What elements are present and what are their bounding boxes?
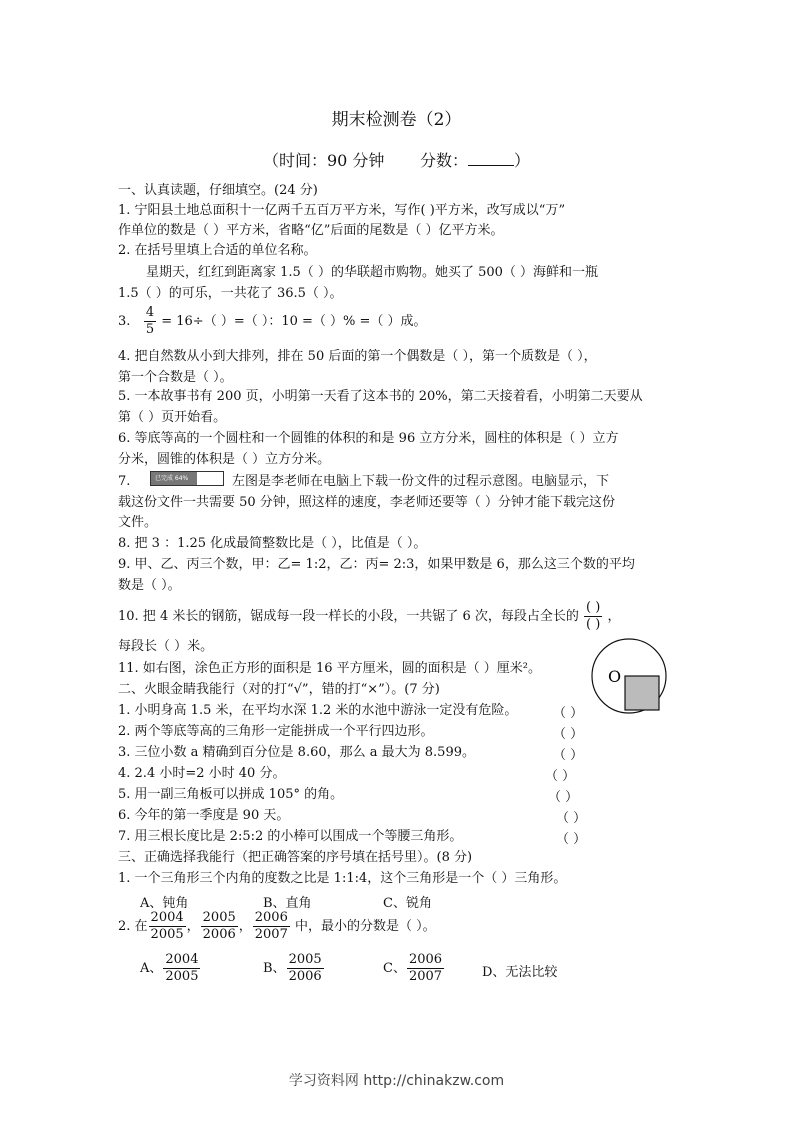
s3-q1-option-b[interactable]: B、直角 xyxy=(263,896,312,911)
q4-line-a: 4. 把自然数从小到大排列，排在 50 后面的第一个偶数是（ ），第一个质数是（ ）， xyxy=(118,349,597,364)
center-label: O xyxy=(608,667,622,686)
s3-q1-option-c[interactable]: C、锐角 xyxy=(383,896,432,911)
s2-item-2: 2. 两个等底等高的三角形一定能拼成一个平行四边形。 xyxy=(118,724,434,739)
s3-q2-option-b[interactable] xyxy=(263,952,325,985)
s3-q2-option-c[interactable] xyxy=(383,952,445,985)
q10-line-b: 每段长（ ）米。 xyxy=(118,639,214,654)
page-title: 期末检测卷（2） xyxy=(331,110,462,130)
q2-line-c: 1.5（ ）的可乐，一共花了 36.5（ ）。 xyxy=(118,286,343,301)
s3-q2-suffix: 中，最小的分数是（ ）。 xyxy=(295,919,436,934)
option-label: C、 xyxy=(383,961,406,976)
s3-q2-line: 2. 在 $\frac{2004}{2005}$ ， $\frac{2005}{2006}$ ， $\frac{2006}{2007}$ 中，最小的分数是（ ）。 xyxy=(118,910,436,942)
frac-den: 2006 xyxy=(288,969,322,984)
s3-q2-frac-2 xyxy=(201,910,238,943)
s2-item-4: 4. 2.4 小时=2 小时 40 分。 xyxy=(118,766,286,781)
s3-q2-prefix: 2. 在 xyxy=(118,919,148,934)
q11-line: 11. 如右图，涂色正方形的面积是 16 平方厘米，圆的面积是（ ）厘米²。 xyxy=(118,661,541,676)
frac-num: 2006 xyxy=(254,910,288,925)
s2-paren-1[interactable]: （ ） xyxy=(553,706,584,721)
s2-item-5: 5. 用一副三角板可以拼成 105° 的角。 xyxy=(118,787,344,802)
q10-comma: ， xyxy=(607,609,621,624)
q1-line-b: 作单位的数是（ ）平方米，省略“亿”后面的尾数是（ ）亿平方米。 xyxy=(118,223,504,238)
option-label: A、 xyxy=(140,961,163,976)
section1-heading: 一、认真读题，仔细填空。(24 分) xyxy=(118,183,318,198)
q9-line-b: 数是（ ）。 xyxy=(118,578,181,593)
q8-line: 8. 把 3 ：1.25 化成最简整数比是（ ），比值是（ ）。 xyxy=(118,536,427,551)
s2-paren-4[interactable]: （ ） xyxy=(545,769,576,784)
q2-line-a: 2. 在括号里填上合适的单位名称。 xyxy=(118,243,317,258)
time-info: （时间：90 分钟 xyxy=(262,151,385,170)
s2-item-1: 1. 小明身高 1.5 米，在平均水深 1.2 米的水池中游泳一定没有危险。 xyxy=(118,703,518,718)
s2-paren-2[interactable]: （ ） xyxy=(553,727,584,742)
option-fraction xyxy=(287,952,324,985)
q7-label: 7. xyxy=(118,474,131,489)
s3-q2-option-d[interactable]: D、无法比较 xyxy=(482,965,558,980)
q3-frac-num: 4 xyxy=(145,305,155,320)
s3-q2-option-a[interactable] xyxy=(140,952,201,985)
q3-line xyxy=(118,305,427,338)
s2-item-6: 6. 今年的第一季度是 90 天。 xyxy=(118,808,290,823)
footer-watermark: 学习资料网 http://chinakzw.com xyxy=(288,1073,505,1089)
frac-num: 2005 xyxy=(202,910,236,925)
q10-frac-den: ( ) xyxy=(586,617,601,632)
frac-den: 2007 xyxy=(254,927,288,942)
q7-line-c: 文件。 xyxy=(118,515,158,530)
q9-line-a: 9. 甲、乙、丙三个数，甲：乙= 1:2，乙：丙= 2:3，如果甲数是 6，那么这三个数的平均 xyxy=(118,557,635,572)
q1-line-a: 1. 宁阳县土地总面积十一亿两千五百万平方米，写作( )平方米，改写成以“万” xyxy=(118,203,566,218)
frac-num: 2006 xyxy=(408,952,443,967)
frac-num: 2004 xyxy=(150,910,184,925)
frac-den: 2005 xyxy=(165,969,199,984)
option-fraction xyxy=(407,952,444,985)
q10-fraction xyxy=(584,600,602,633)
q5-line-a: 5. 一本故事书有 200 页，小明第一天看了这本书的 20%，第二天接着看，小明第二天要从 xyxy=(118,389,643,404)
q2-line-b: 星期天，红红到距离家 1.5（ ）的华联超市购物。她买了 500（ ）海鲜和一瓶 xyxy=(146,265,599,280)
circle-square-figure xyxy=(590,636,670,716)
q7-line-b: 载这份文件一共需要 50 分钟，照这样的速度，李老师还要等（ ）分钟才能下载完这份 xyxy=(118,495,615,510)
exam-subtitle xyxy=(0,148,793,171)
s3-q1-option-a[interactable]: A、钝角 xyxy=(140,896,189,911)
s2-paren-6[interactable]: （ ） xyxy=(556,811,587,826)
s2-paren-7[interactable]: （ ） xyxy=(556,832,587,847)
s3-q1: 1. 一个三角形三个内角的度数之比是 1:1:4，这个三角形是一个（ ）三角形。 xyxy=(118,871,567,886)
q3-rest: = 16÷（ ）=（ ）：10 =（ ）% =（ ）成。 xyxy=(161,314,427,329)
s2-item-3: 3. 三位小数 a 精确到百分位是 8.60，那么 a 最大为 8.599。 xyxy=(118,745,475,760)
s3-q2-frac-1 xyxy=(149,910,186,943)
progress-text: 已完成 64% xyxy=(155,475,189,482)
s2-paren-3[interactable]: （ ） xyxy=(553,748,584,763)
frac-num: 2004 xyxy=(165,952,199,967)
frac-num: 2005 xyxy=(288,952,322,967)
q6-line-a: 6. 等底等高的一个圆柱和一个圆锥的体积的和是 96 立方分米，圆柱的体积是（ ）立方 xyxy=(118,431,619,446)
s3-q2-frac-3 xyxy=(253,910,290,943)
score-label: 分数： xyxy=(420,151,469,170)
section2-heading: 二、火眼金睛我能行（对的打“√”，错的打“×”）。(7 分) xyxy=(118,682,440,697)
frac-den: 2007 xyxy=(408,969,443,984)
q5-line-b: 第（ ）页开始看。 xyxy=(118,410,227,425)
q10-text: 10. 把 4 米长的钢筋，锯成每一段一样长的小段，一共锯了 6 次，每段占全长的 xyxy=(118,609,579,624)
option-fraction xyxy=(163,952,200,985)
subtitle-close: ） xyxy=(514,151,531,170)
shaded-square xyxy=(625,676,659,710)
s2-item-7: 7. 用三根长度比是 2:5:2 的小棒可以围成一个等腰三角形。 xyxy=(118,829,463,844)
section3-heading: 三、正确选择我能行（把正确答案的序号填在括号里）。(8 分) xyxy=(118,850,473,865)
q3-fraction xyxy=(144,305,156,338)
option-label: B、 xyxy=(263,961,286,976)
frac-den: 2005 xyxy=(150,927,184,942)
download-progress-bar xyxy=(150,471,224,486)
q7-line-a: 左图是李老师在电脑上下载一份文件的过程示意图。电脑显示，下 xyxy=(232,474,610,489)
q6-line-b: 分米，圆锥的体积是（ ）立方分米。 xyxy=(118,452,331,467)
q3-label: 3. xyxy=(118,314,131,329)
frac-den: 2006 xyxy=(202,927,236,942)
q4-line-b: 第一个合数是（ ）。 xyxy=(118,370,233,385)
score-blank[interactable] xyxy=(468,151,514,166)
q10-frac-num: ( ) xyxy=(586,600,601,615)
q10-line-a xyxy=(118,600,620,633)
s2-paren-5[interactable]: （ ） xyxy=(548,790,579,805)
q3-frac-den: 5 xyxy=(145,322,155,337)
